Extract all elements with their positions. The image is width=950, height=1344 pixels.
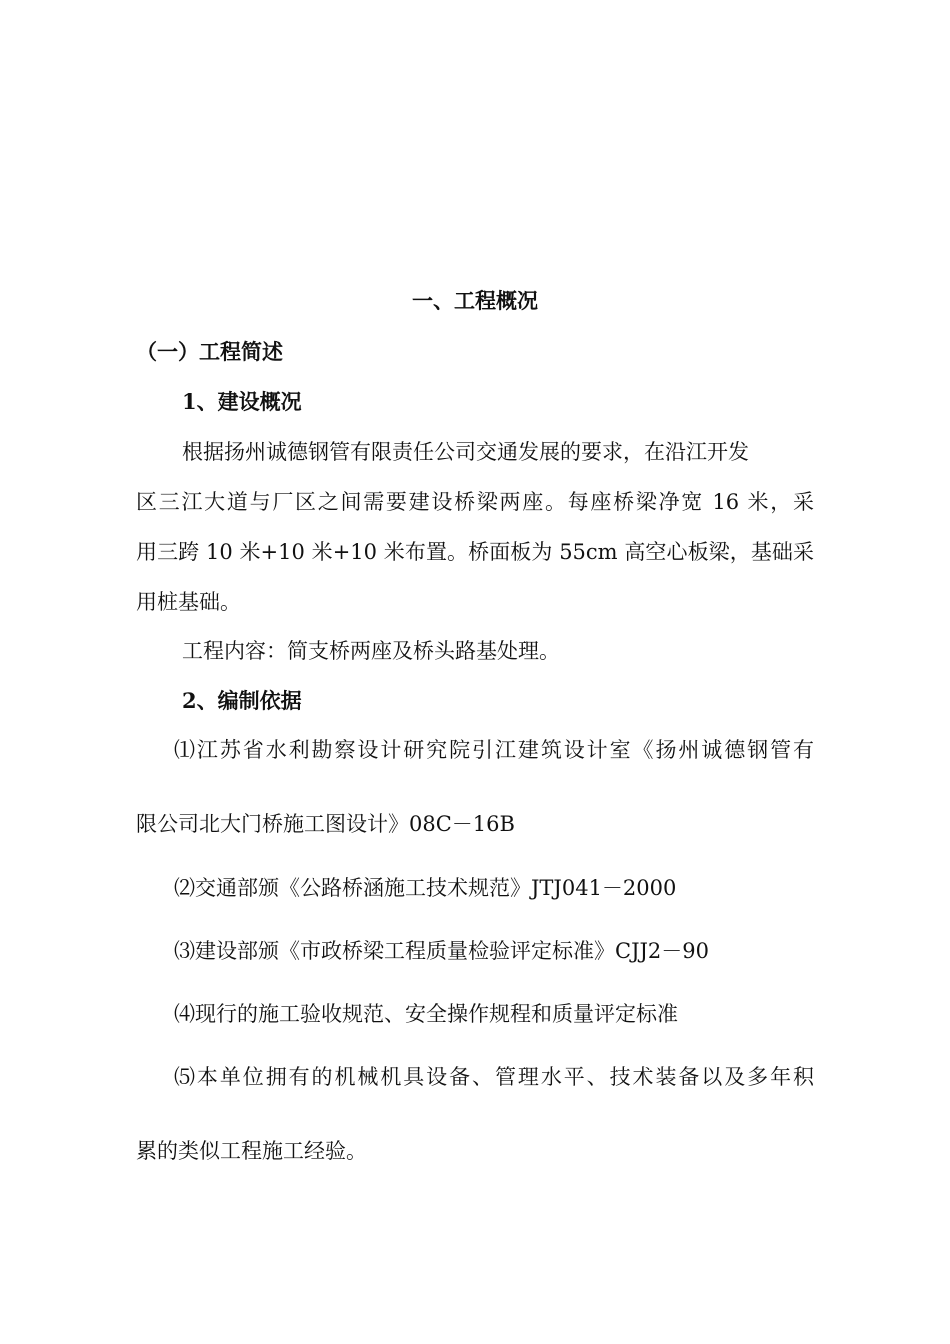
reference-3: ⑶建设部颁《市政桥梁工程质量检验评定标准》CJJ2－90: [174, 939, 709, 963]
page-title: 一、工程概况: [412, 288, 538, 313]
reference-1-line-2: 限公司北大门桥施工图设计》08C－16B: [136, 812, 515, 836]
reference-5-line-1: ⑸本单位拥有的机械机具设备、管理水平、技术装备以及多年积: [174, 1065, 814, 1089]
paragraph-line-2: 区三江大道与厂区之间需要建设桥梁两座。每座桥梁净宽 16 米，采: [136, 490, 814, 514]
reference-1-line-1: ⑴江苏省水利勘察设计研究院引江建筑设计室《扬州诚德钢管有: [174, 738, 814, 762]
reference-4: ⑷现行的施工验收规范、安全操作规程和质量评定标准: [174, 1002, 678, 1026]
content-line: 工程内容：简支桥两座及桥头路基处理。: [182, 639, 560, 663]
paragraph-line-3: 用三跨 10 米+10 米+10 米布置。桥面板为 55cm 高空心板梁，基础采: [136, 540, 814, 564]
subsection-heading-construction-overview: 1、建设概况: [182, 389, 302, 414]
reference-2: ⑵交通部颁《公路桥涵施工技术规范》JTJ041－2000: [174, 876, 677, 900]
paragraph-line-4: 用桩基础。: [136, 590, 241, 614]
reference-5-line-2: 累的类似工程施工经验。: [136, 1139, 367, 1163]
section-heading: （一）工程简述: [136, 339, 283, 364]
subsection-heading-basis: 2、编制依据: [182, 688, 302, 713]
paragraph-line-1: 根据扬州诚德钢管有限责任公司交通发展的要求，在沿江开发: [182, 440, 749, 464]
